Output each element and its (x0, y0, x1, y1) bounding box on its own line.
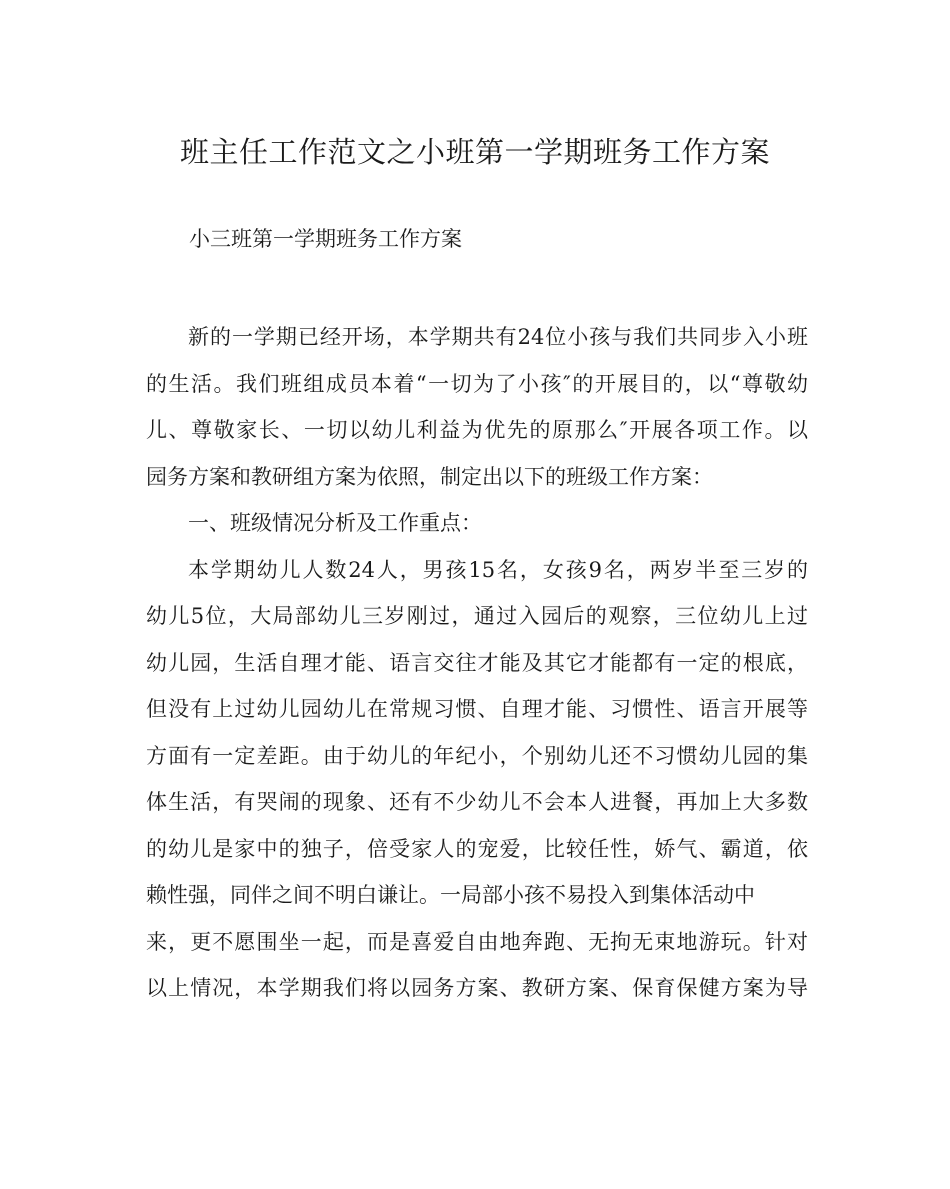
document-body (146, 314, 808, 1012)
body-line: 新的一学期已经开场，本学期共有24位小孩与我们共同步入小班 (188, 325, 808, 349)
body-line: 赖性强，同伴之间不明白谦让。一局部小孩不易投入到集体活动中 (146, 883, 755, 907)
page-title: 班主任工作范文之小班第一学期班务工作方案 (179, 135, 770, 169)
body-line: 的幼儿是家中的独子，倍受家人的宠爱，比较任性，娇气、霸道，依 (146, 836, 808, 861)
body-line: 来，更不愿围坐一起，而是喜爱自由地奔跑、无拘无束地游玩。针对 (146, 929, 808, 954)
section-heading: 一、班级情况分析及工作重点： (188, 511, 482, 535)
body-line: 体生活，有哭闹的现象、还有不少幼儿不会本人进餐，再加上大多数 (146, 790, 808, 814)
body-line: 幼儿园，生活自理才能、语言交往才能及其它才能都有一定的根底， (146, 650, 808, 675)
body-line: 幼儿5位，大局部幼儿三岁刚过，通过入园后的观察，三位幼儿上过 (146, 604, 808, 628)
body-line: 方面有一定差距。由于幼儿的年纪小，个别幼儿还不习惯幼儿园的集 (146, 743, 808, 768)
body-line: 但没有上过幼儿园幼儿在常规习惯、自理才能、习惯性、语言开展等 (146, 697, 808, 721)
body-line: 园务方案和教研组方案为依照，制定出以下的班级工作方案： (146, 464, 713, 489)
document-subtitle: 小三班第一学期班务工作方案 (189, 227, 462, 251)
body-line: 本学期幼儿人数24人，男孩15名，女孩9名，两岁半至三岁的 (188, 557, 808, 582)
body-line: 儿、尊敬家长、一切以幼儿利益为优先的原那么″开展各项工作。以 (146, 418, 808, 442)
body-line: 以上情况，本学期我们将以园务方案、教研方案、保育保健方案为导 (146, 976, 808, 1000)
body-line: 的生活。我们班组成员本着“一切为了小孩″的开展目的，以“尊敬幼 (146, 371, 808, 396)
